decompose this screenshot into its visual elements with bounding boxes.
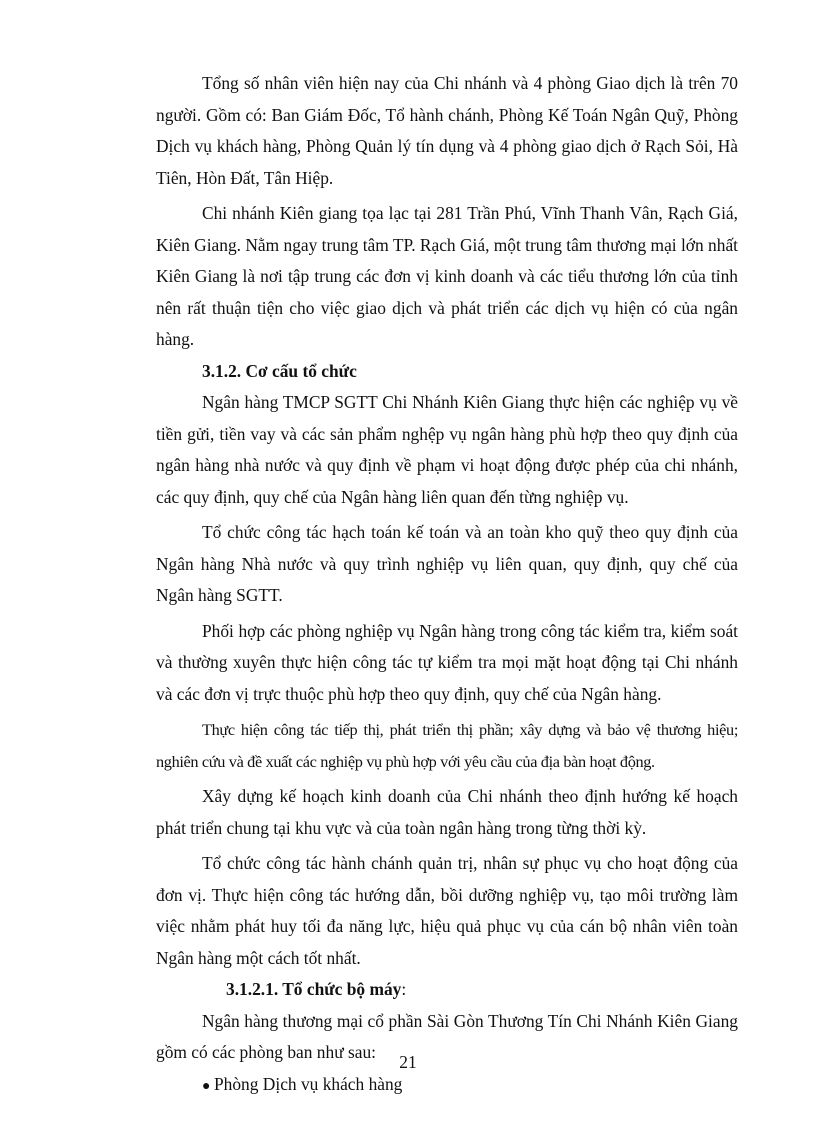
subsection-heading-text: 3.1.2.1. Tổ chức bộ máy	[226, 979, 402, 999]
bullet-item	[156, 1069, 738, 1103]
subsection-heading	[156, 974, 738, 1006]
bullet-item-text: Phòng Dịch vụ khách hàng	[214, 1073, 403, 1094]
paragraph-departments-intro: Ngân hàng thương mại cổ phần Sài Gòn Thương Tín Chi Nhánh Kiên Giang gồm có các phòng ban như sau:	[156, 1010, 738, 1062]
page-number: 21	[399, 1052, 417, 1072]
paragraph-staff: Tổng số nhân viên hiện nay của Chi nhánh và 4 phòng Giao dịch là trên 70 người. Gồm có: Ban Giám Đốc, Tổ hành chánh, Phòng Kế Toán Ngân Quỹ, Phòng Dịch vụ khách hàng, Phòng Quản lý tín dụng và 4 phòng giao dịch ở Rạch Sỏi, Hà Tiên, Hòn Đất, Tân Hiệp.	[156, 73, 738, 188]
paragraph-operations: Ngân hàng TMCP SGTT Chi Nhánh Kiên Giang thực hiện các nghiệp vụ về tiền gửi, tiền vay và các sản phẩm nghệp vụ ngân hàng phù hợp theo quy định của ngân hàng nhà nước và quy định về phạm vi hoạt động được phép của chi nhánh, các quy định, quy chế của Ngân hàng liên quan đến từng nghiệp vụ.	[156, 392, 738, 507]
section-heading: 3.1.2. Cơ cấu tổ chức	[202, 360, 357, 381]
paragraph-location: Chi nhánh Kiên giang tọa lạc tại 281 Trần Phú, Vĩnh Thanh Vân, Rạch Giá, Kiên Giang. Nằm ngay trung tâm TP. Rạch Giá, một trung tâm thương mại lớn nhất Kiên Giang là nơi tập trung các đơn vị kinh doanh và các tiểu thương lớn của tỉnh nên rất thuận tiện cho việc giao dịch và phát triển các dịch vụ hiện có của ngân hàng.	[156, 203, 738, 349]
paragraph-accounting: Tổ chức công tác hạch toán kế toán và an toàn kho quỹ theo quy định của Ngân hàng Nhà nước và quy trình nghiệp vụ liên quan, quy định, quy chế của Ngân hàng SGTT.	[156, 522, 738, 605]
paragraph-planning: Xây dựng kế hoạch kinh doanh của Chi nhánh theo định hướng kế hoạch phát triển chung tại khu vực và của toàn ngân hàng trong từng thời kỳ.	[156, 786, 738, 838]
page-body	[156, 68, 738, 1102]
paragraph-inspection: Phối hợp các phòng nghiệp vụ Ngân hàng trong công tác kiểm tra, kiểm soát và thường xuyên thực hiện công tác tự kiểm tra mọi mặt hoạt động tại Chi nhánh và các đơn vị trực thuộc phù hợp theo quy định, quy chế của Ngân hàng.	[156, 620, 738, 704]
paragraph-administration: Tổ chức công tác hành chánh quản trị, nhân sự phục vụ cho hoạt động của đơn vị. Thực hiện công tác hướng dẫn, bồi dưỡng nghiệp vụ, tạo môi trường làm việc nhằm phát huy tối đa năng lực, hiệu quả phục vụ của cán bộ nhân viên toàn Ngân hàng một cách tốt nhất.	[156, 853, 738, 968]
subsection-heading-colon: :	[401, 979, 407, 999]
paragraph-marketing: Thực hiện công tác tiếp thị, phát triển thị phần; xây dựng và bảo vệ thương hiệu; nghiên cứu và đề xuất các nghiệp vụ phù hợp với yêu cầu của địa bàn hoạt động.	[156, 720, 738, 771]
bullet-icon: ●	[202, 1078, 211, 1094]
